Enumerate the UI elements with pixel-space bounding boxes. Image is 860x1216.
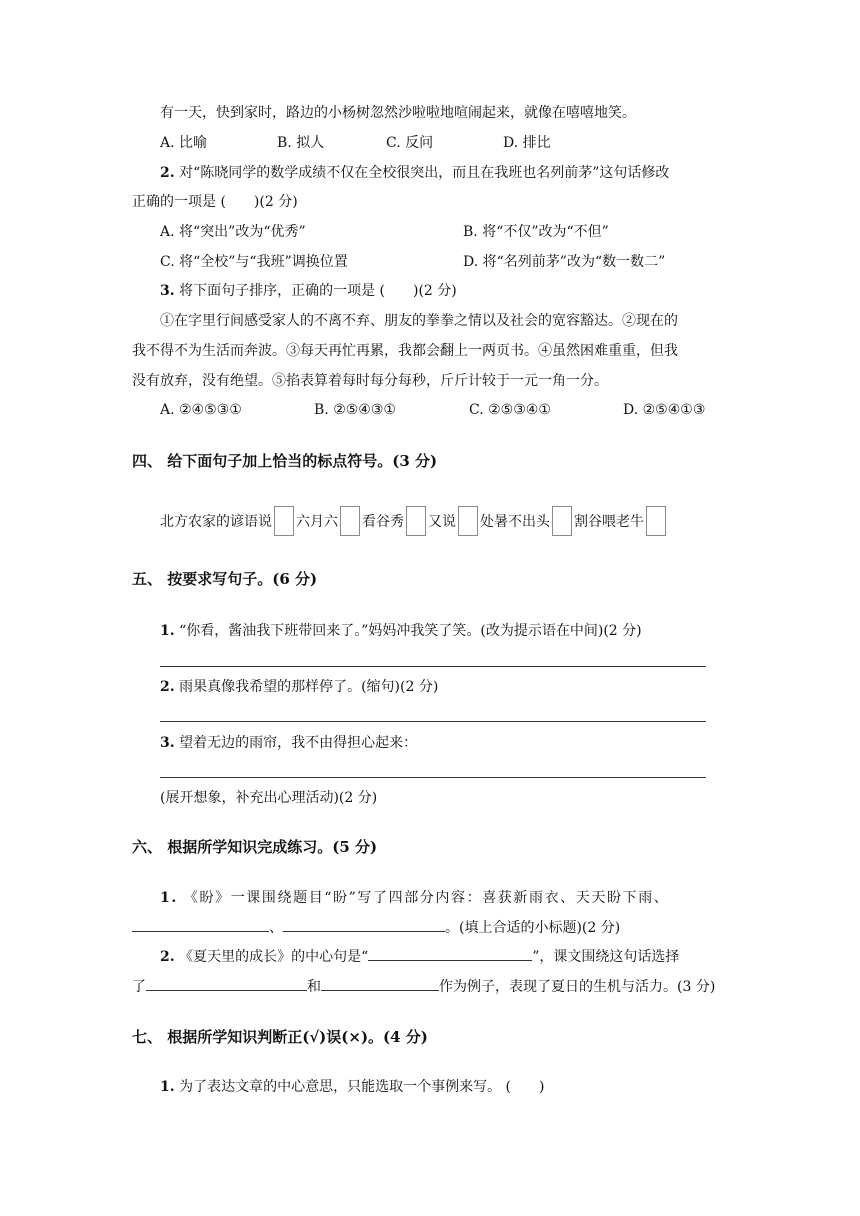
fill-question-1 [160,888,669,908]
option-a: A. 将“突出”改为“优秀” [160,224,306,240]
fill-blank[interactable] [132,917,269,932]
punctuation-box[interactable] [458,506,478,536]
question-text: “你看，酱油我下班带回来了。”妈妈冲我笑了笑。(改为提示语在中间)(2 分) [179,623,642,639]
option-a: A. 比喻 [160,135,208,151]
punctuation-box[interactable] [274,506,294,536]
question-number: 2. [160,679,175,695]
separator: 、 [269,920,283,936]
passage-line: 我不得不为生活而奔波。③每天再忙再累，我都会翻上一两页书。④虽然困难重重，但我 [132,343,678,359]
option-a: A. ②④⑤③① [160,402,242,418]
question-2 [160,163,669,183]
fill-blank[interactable] [321,976,439,991]
rewrite-question-3 [160,733,417,753]
option-d: D. ②⑤④①③ [623,402,706,418]
fill-question-2-line2 [132,976,715,997]
fill-blank[interactable] [283,917,445,932]
sentence-segment: 六月六 [296,514,338,530]
question-number: 3. [160,283,175,299]
question-text: 《盼》一课围绕题目“盼”写了四部分内容：喜获新雨衣、天天盼下雨、 [183,890,670,906]
section-title: 七、 根据所学知识判断正(√)误(×)。(4 分) [132,1028,428,1046]
section-title: 六、 根据所学知识完成练习。(5 分) [132,838,378,856]
rewrite-question-1 [160,621,642,641]
question-2-line2 [132,192,298,212]
question-note: (展开想象，补充出心理活动)(2 分) [160,790,378,806]
question-text: 将下面句子排序，正确的一项是 ( [179,283,385,299]
question-text: 望着无边的雨帘，我不由得担心起来： [179,735,418,751]
question-number: 1. [160,1079,175,1095]
question-text: ”，课文围绕这句话选择 [532,949,680,965]
question-number: 3. [160,735,175,751]
question-3 [160,281,457,301]
sentence-segment: 处暑不出头 [480,514,550,530]
section-title: 四、 给下面句子加上恰当的标点符号。(3 分) [132,452,438,470]
question-text: 《夏天里的成长》的中心句是“ [179,949,369,965]
fill-question-2 [160,946,679,967]
punctuation-box[interactable] [340,506,360,536]
option-d: D. 将“名列前茅”改为“数一数二” [463,254,666,270]
punctuation-box[interactable] [646,506,666,536]
punctuation-exercise [160,505,668,537]
question-text: 为了表达文章的中心意思，只能选取一个事例来写。 ( [179,1079,511,1095]
sentence-segment: 看谷秀 [362,514,404,530]
judge-question-1 [160,1077,544,1097]
answer-line[interactable] [160,666,706,667]
question-number: 1. [160,623,175,639]
option-b: B. 将“不仅”改为“不但” [463,224,609,240]
passage-line: ①在字里行间感受家人的不离不弃、朋友的拳拳之情以及社会的宽容豁达。②现在的 [160,313,678,329]
question-number: 2. [160,949,175,965]
option-c: C. 反问 [386,135,434,151]
rewrite-question-2 [160,677,438,697]
option-d: D. 排比 [503,135,551,151]
fill-blank[interactable] [368,946,532,961]
question-text: 对“陈晓同学的数学成绩不仅在全校很突出，而且在我班也名列前茅”这句话修改 [179,165,670,181]
fill-question-1-line2 [132,917,620,938]
section-title: 五、 按要求写句子。(6 分) [132,570,318,588]
question-sentence: 有一天，快到家时，路边的小杨树忽然沙啦啦地喧闹起来，就像在嘻嘻地笑。 [160,105,636,121]
option-c: C. 将“全校”与“我班”调换位置 [160,254,348,270]
question-text: 和 [307,979,321,995]
option-b: B. ②⑤④③① [314,402,396,418]
answer-line[interactable] [160,777,706,778]
question-text-cont: 正确的一项是 ( [132,194,226,210]
sentence-segment: 又说 [428,514,456,530]
question-text: 作为例子，表现了夏日的生机与活力。(3 分) [439,979,716,995]
fill-blank[interactable] [146,976,307,991]
score-note: )(2 分) [413,283,457,299]
question-number: 2. [160,165,175,181]
question-text: ) [539,1079,545,1095]
score-note: )(2 分) [253,194,298,210]
punctuation-box[interactable] [552,506,572,536]
option-c: C. ②⑤③④① [469,402,551,418]
question-number: 1. [160,890,178,906]
option-b: B. 拟人 [277,135,325,151]
question-text: 雨果真像我希望的那样停了。(缩句)(2 分) [179,679,439,695]
punctuation-box[interactable] [406,506,426,536]
sentence-segment: 割谷喂老牛 [574,514,644,530]
answer-line[interactable] [160,721,706,722]
question-text: 了 [132,979,146,995]
passage-line: 没有放弃，没有绝望。⑤掐表算着每时每分每秒，斤斤计较于一元一角一分。 [132,373,608,389]
sentence-segment: 北方农家的谚语说 [160,514,272,530]
question-text: 。(填上合适的小标题)(2 分) [445,920,621,936]
